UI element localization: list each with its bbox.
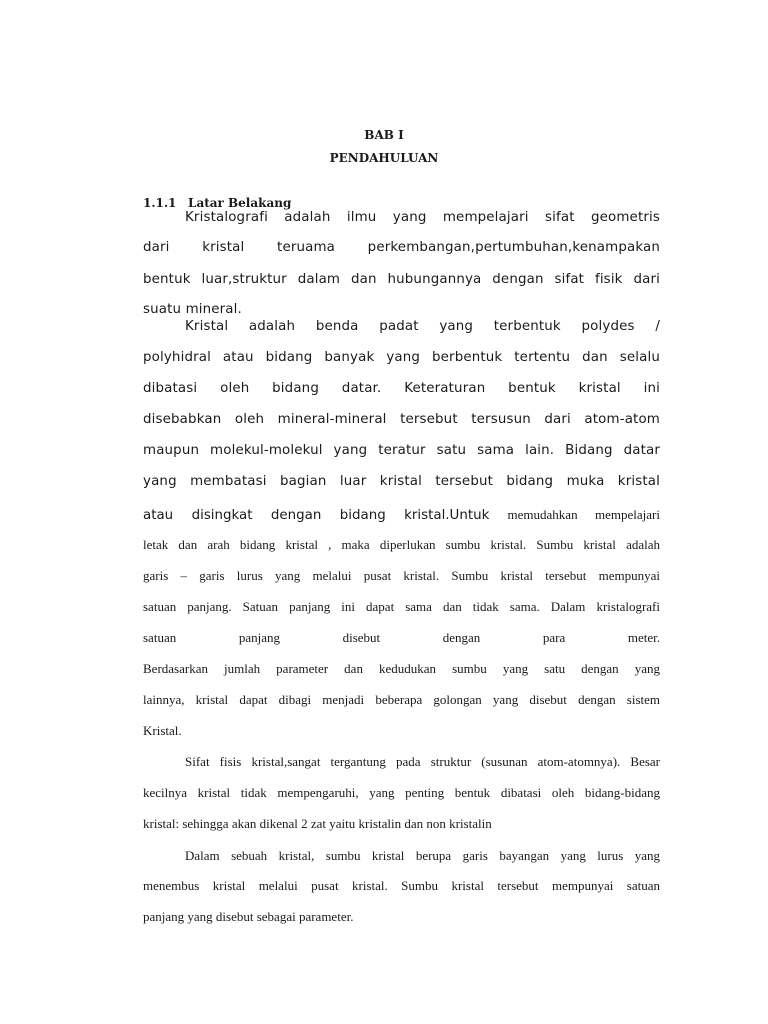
paragraph-line: suatu mineral. xyxy=(143,302,242,317)
line-segment-sans: atau disingkat dengan bidang kristal.Untuk xyxy=(143,508,490,523)
paragraph-line: lainnya, kristal dapat dibagi menjadi beberapa golongan yang disebut dengan sistem xyxy=(143,692,660,707)
paragraph-line: Dalam sebuah kristal, sumbu kristal berupa garis bayangan yang lurus yang xyxy=(185,848,660,863)
paragraph-line: yang membatasi bagian luar kristal tersebut bidang muka kristal xyxy=(143,474,660,489)
paragraph-line: satuan panjang disebut dengan para meter. xyxy=(143,630,660,645)
chapter-heading: BAB I xyxy=(364,128,404,142)
paragraph-line: menembus kristal melalui pusat kristal. Sumbu kristal tersebut mempunyai satuan xyxy=(143,878,660,893)
paragraph-line: Kristal. xyxy=(143,723,182,738)
paragraph-line: kristal: sehingga akan dikenal 2 zat yaitu kristalin dan non kristalin xyxy=(143,816,492,831)
paragraph-line: panjang yang disebut sebagai parameter. xyxy=(143,909,354,924)
section-number: 1.1.1 xyxy=(143,196,177,210)
section-title: Latar Belakang xyxy=(188,196,292,210)
paragraph-line: Kristal adalah benda padat yang terbentuk polydes / xyxy=(185,319,660,334)
paragraph-line: dari kristal teruama perkembangan,pertumbuhan,kenampakan xyxy=(143,240,660,255)
paragraph-line: Kristalografi adalah ilmu yang mempelajari sifat geometris xyxy=(185,210,660,225)
paragraph-line: dibatasi oleh bidang datar. Keteraturan bentuk kristal ini xyxy=(143,381,660,396)
paragraph-line: disebabkan oleh mineral-mineral tersebut tersusun dari atom-atom xyxy=(143,412,660,427)
paragraph-line: kecilnya kristal tidak mempengaruhi, yang penting bentuk dibatasi oleh bidang-bidang xyxy=(143,785,660,800)
section-heading xyxy=(143,196,291,210)
paragraph-line: garis – garis lurus yang melalui pusat kristal. Sumbu kristal tersebut mempunyai xyxy=(143,568,660,583)
chapter-title: PENDAHULUAN xyxy=(329,151,439,165)
paragraph-line: Sifat fisis kristal,sangat tergantung pada struktur (susunan atom-atomnya). Besar xyxy=(185,754,660,769)
paragraph-line: maupun molekul-molekul yang teratur satu sama lain. Bidang datar xyxy=(143,443,660,458)
paragraph-line: polyhidral atau bidang banyak yang berbentuk tertentu dan selalu xyxy=(143,350,660,365)
paragraph-line: Berdasarkan jumlah parameter dan kedudukan sumbu yang satu dengan yang xyxy=(143,661,660,676)
paragraph-line: letak dan arah bidang kristal , maka diperlukan sumbu kristal. Sumbu kristal adalah xyxy=(143,537,660,552)
paragraph-line xyxy=(143,506,660,524)
paragraph-line: satuan panjang. Satuan panjang ini dapat sama dan tidak sama. Dalam kristalografi xyxy=(143,599,660,614)
line-segment-serif: memudahkan mempelajari xyxy=(507,507,660,522)
paragraph-line: bentuk luar,struktur dalam dan hubungannya dengan sifat fisik dari xyxy=(143,272,660,287)
